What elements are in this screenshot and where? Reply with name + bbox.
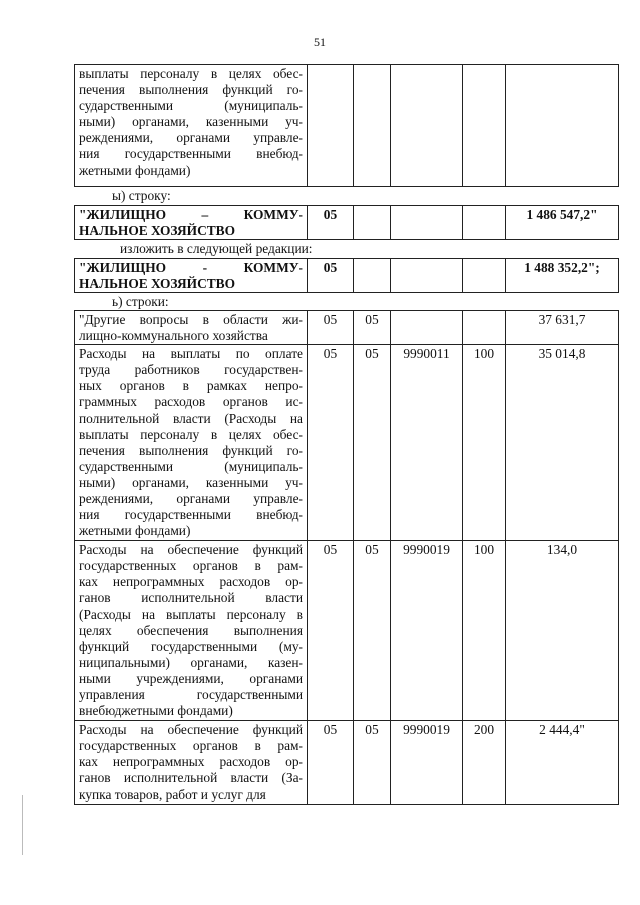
description-line: целях обеспечения выполнения — [79, 622, 303, 638]
description-line: ганов исполнительной власти — [79, 590, 303, 606]
description-line: ными учреждениями, органами — [79, 670, 303, 686]
description-line: ганов исполнительной власти (За- — [79, 770, 303, 786]
description-line: реждениями, органами управле- — [79, 491, 303, 507]
row-description — [75, 721, 308, 805]
instruction-text: изложить в следующей редакции: — [120, 241, 313, 256]
description-line: ния государственными внебюд- — [79, 507, 303, 523]
cell-vr — [463, 311, 506, 345]
cell-csr — [391, 206, 463, 240]
description-line: ными) органами, казенными уч- — [79, 114, 303, 130]
page-number: 51 — [314, 35, 326, 49]
description-line: печения выполнения функций го- — [79, 442, 303, 458]
description-line: лищно-коммунального хозяйства — [79, 328, 268, 344]
description-line: ках непрограммных расходов ор- — [79, 754, 303, 770]
description-line: функций государственными (му- — [79, 638, 303, 654]
instruction-text: ь) строки: — [112, 294, 169, 309]
cell-sum: 35 014,8 — [506, 345, 619, 541]
description-line: полнительной власти (Расходы на — [79, 410, 303, 426]
description-line: ниципальными) органами, казен- — [79, 654, 303, 670]
instruction-text: ы) строку: — [112, 188, 171, 203]
description-line: НАЛЬНОЕ ХОЗЯЙСТВО — [79, 223, 236, 239]
cell-rz: 05 — [308, 721, 354, 805]
description-line: государственных органов в рам- — [79, 738, 303, 754]
row-description — [75, 345, 308, 541]
cell-rz: 05 — [308, 206, 354, 240]
cell-csr: 9990011 — [391, 345, 463, 541]
description-line: ках непрограммных расходов ор- — [79, 574, 303, 590]
cell-rz: 05 — [308, 345, 354, 541]
description-line: печения выполнения функций го- — [79, 82, 303, 98]
budget-table-continuation — [74, 64, 619, 187]
description-line: ными) органами, казенными уч- — [79, 474, 303, 490]
cell-rz: 05 — [308, 311, 354, 345]
description-line: Расходы на обеспечение функций — [79, 542, 303, 558]
cell-csr — [391, 259, 463, 293]
description-line: ния государственными внебюд- — [79, 146, 303, 162]
cell-vr: 100 — [463, 541, 506, 721]
description-line: "ЖИЛИЩНО - КОММУ- — [79, 260, 303, 275]
description-line: ных органов в рамках непро- — [79, 378, 303, 394]
cell-sum: 2 444,4" — [506, 721, 619, 805]
table-row — [75, 259, 619, 293]
description-line: жетными фондами) — [79, 162, 191, 178]
description-line: жетными фондами) — [79, 523, 191, 539]
cell-vr — [463, 259, 506, 293]
heading-description — [75, 206, 308, 240]
description-line: граммных расходов органов ис- — [79, 394, 303, 410]
old-heading-table — [74, 205, 619, 240]
cell-pr — [354, 259, 391, 293]
cell-sum: 1 488 352,2"; — [506, 259, 619, 293]
cell-pr: 05 — [354, 541, 391, 721]
description-line: НАЛЬНОЕ ХОЗЯЙСТВО — [79, 276, 236, 292]
cell-csr: 9990019 — [391, 541, 463, 721]
description-line: государственных органов в рам- — [79, 558, 303, 574]
description-line: сударственными (муниципаль- — [79, 98, 303, 114]
cell-pr: 05 — [354, 345, 391, 541]
description-line: выплаты персоналу в целях обес- — [79, 426, 303, 442]
description-line: "ЖИЛИЩНО – КОММУ- — [79, 207, 303, 222]
cell-csr: 9990019 — [391, 721, 463, 805]
description-line: труда работников государствен- — [79, 362, 303, 378]
table-row — [75, 206, 619, 240]
description-line: управления государственными — [79, 687, 303, 703]
cell-sum: 37 631,7 — [506, 311, 619, 345]
cell-sum: 1 486 547,2" — [506, 206, 619, 240]
cell-vr — [463, 65, 506, 187]
budget-rows-table — [74, 310, 619, 805]
cell-csr — [391, 65, 463, 187]
table-row — [75, 721, 619, 805]
scan-artifact-line — [22, 795, 23, 855]
description-line: (Расходы на выплаты персоналу в — [79, 606, 303, 622]
row-description — [75, 541, 308, 721]
description-line: купка товаров, работ и услуг для — [79, 786, 266, 802]
cell-vr: 100 — [463, 345, 506, 541]
description-line: внебюджетными фондами) — [79, 703, 233, 719]
new-heading-table — [74, 258, 619, 293]
cell-pr: 05 — [354, 311, 391, 345]
table-row — [75, 311, 619, 345]
description-line: реждениями, органами управле- — [79, 130, 303, 146]
cell-pr — [354, 65, 391, 187]
cell-vr — [463, 206, 506, 240]
description-line: "Другие вопросы в области жи- — [79, 312, 303, 327]
cell-sum — [506, 65, 619, 187]
heading-description — [75, 259, 308, 293]
cell-rz: 05 — [308, 259, 354, 293]
cell-csr — [391, 311, 463, 345]
table-row — [75, 541, 619, 721]
row-description — [75, 65, 308, 187]
cell-pr: 05 — [354, 721, 391, 805]
cell-vr: 200 — [463, 721, 506, 805]
table-row — [75, 345, 619, 541]
cell-sum: 134,0 — [506, 541, 619, 721]
row-description — [75, 311, 308, 345]
cell-rz — [308, 65, 354, 187]
description-line: Расходы на выплаты по оплате — [79, 346, 303, 362]
cell-rz: 05 — [308, 541, 354, 721]
table-row — [75, 65, 619, 187]
description-line: Расходы на обеспечение функций — [79, 722, 303, 738]
description-line: выплаты персоналу в целях обес- — [79, 66, 303, 81]
description-line: сударственными (муниципаль- — [79, 458, 303, 474]
cell-pr — [354, 206, 391, 240]
